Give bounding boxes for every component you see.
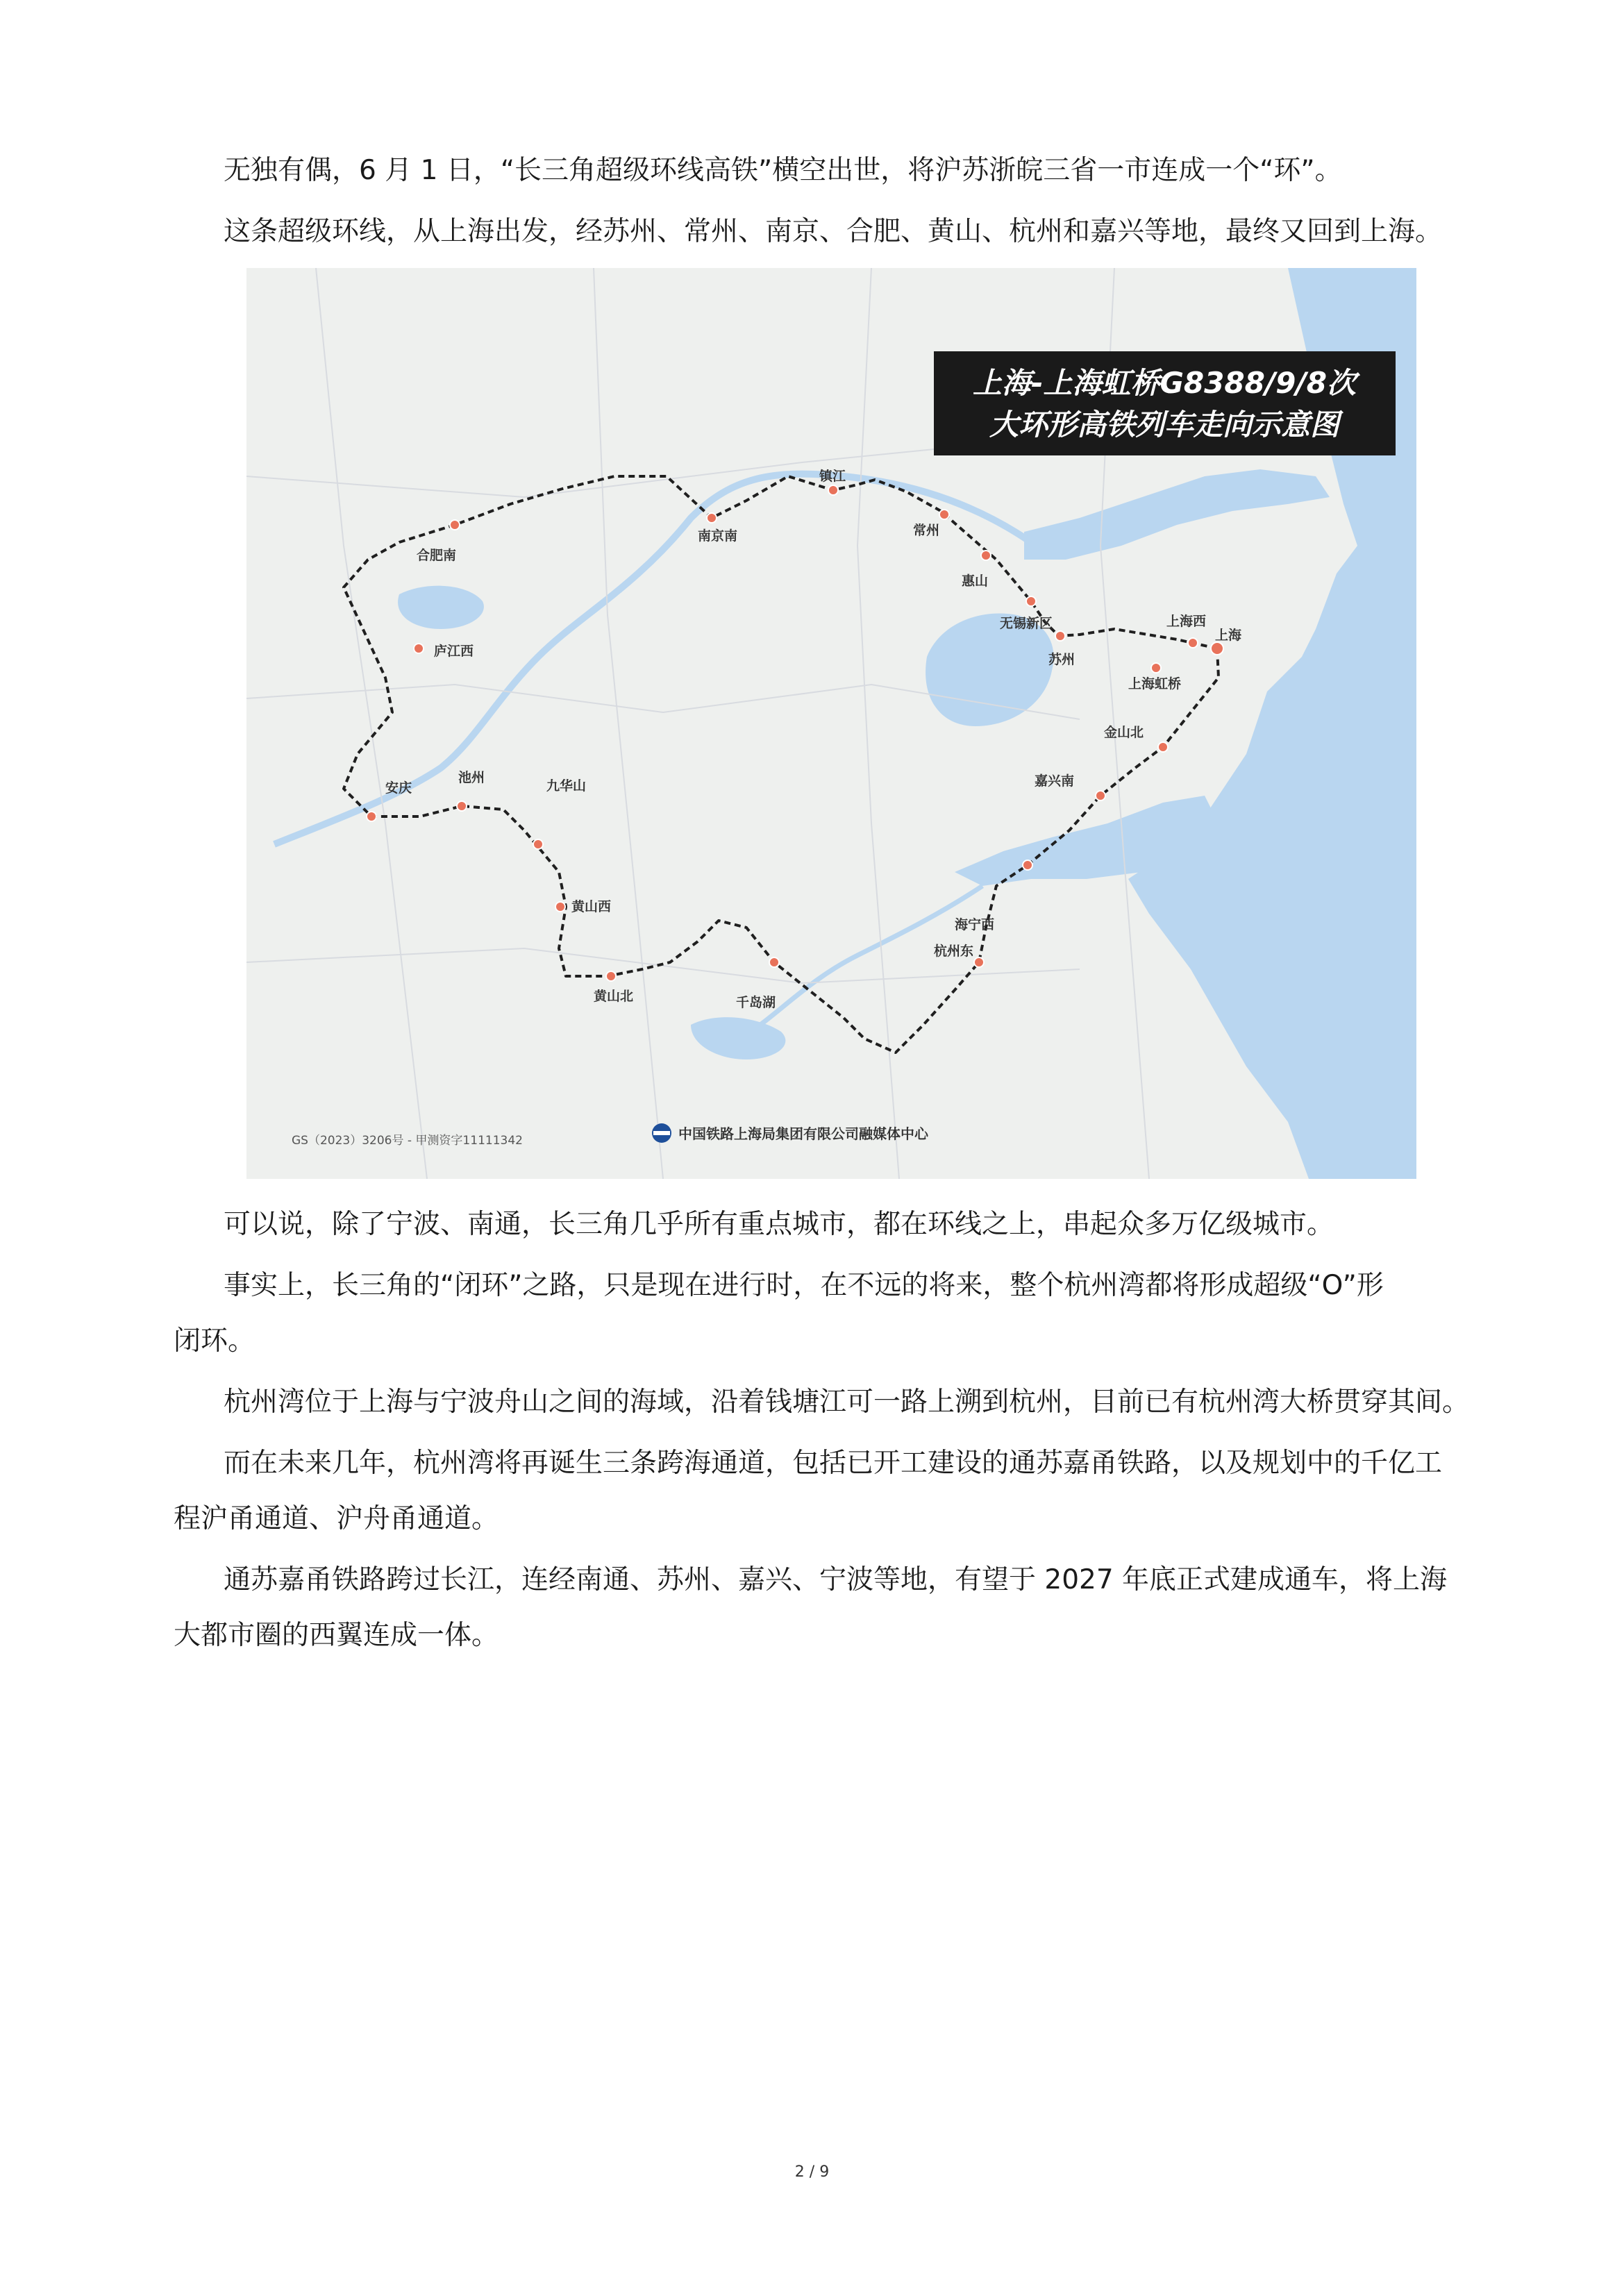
publisher-logo-icon xyxy=(652,1123,671,1143)
paragraph-4-line-1: 事实上，长三角的“闭环”之路，只是现在进行时，在不远的将来，整个杭州湾都将形成超级“O”形 xyxy=(224,1270,1384,1301)
station-dot-anqing xyxy=(367,812,376,821)
station-label-shanghaixi: 上海西 xyxy=(1166,614,1207,629)
station-dot-hongqiao xyxy=(1151,663,1161,673)
map-approval-number: GS（2023）3206号 - 甲测资字11111342 xyxy=(292,1134,523,1148)
station-label-lujiangxi: 庐江西 xyxy=(434,644,474,659)
station-label-zhenjiang: 镇江 xyxy=(819,469,846,484)
station-dot-hangzhoudong xyxy=(974,957,984,967)
station-label-jiuhuashan: 九华山 xyxy=(546,778,587,794)
station-label-huishan: 惠山 xyxy=(962,573,989,589)
station-label-wuxixinqu: 无锡新区 xyxy=(1000,616,1053,631)
paragraph-6-line-2: 程沪甬通道、沪舟甬通道。 xyxy=(174,1503,499,1534)
station-label-hainingxi: 海宁西 xyxy=(955,917,995,932)
station-label-huangshanxi: 黄山西 xyxy=(571,899,612,914)
paragraph-2: 这条超级环线，从上海出发，经苏州、常州、南京、合肥、黄山、杭州和嘉兴等地，最终又回到上海。 xyxy=(224,216,1443,247)
paragraph-1: 无独有偶，6 月 1 日，“长三角超级环线高铁”横空出世，将沪苏浙皖三省一市连成一个“环”。 xyxy=(224,155,1342,186)
station-label-chizhou: 池州 xyxy=(458,770,485,785)
station-label-jiaxingnan: 嘉兴南 xyxy=(1035,773,1075,789)
station-label-qiandaohu: 千岛湖 xyxy=(736,995,776,1010)
paragraph-5: 杭州湾位于上海与宁波舟山之间的海域，沿着钱塘江可一路上溯到杭州，目前已有杭州湾大桥贯穿其间。 xyxy=(224,1386,1470,1418)
station-label-nanjingnan: 南京南 xyxy=(698,528,738,544)
station-dot-hainingxi xyxy=(1023,860,1032,870)
station-dot-jinshanbei xyxy=(1158,742,1168,752)
station-dot-changzhou xyxy=(939,510,949,519)
station-dot-jiaxingnan xyxy=(1096,791,1105,801)
station-dot-wuxixinqu xyxy=(1026,596,1036,606)
station-label-changzhou: 常州 xyxy=(913,523,940,538)
map-title-line-1: 上海-上海虹桥G8388/9/8次 xyxy=(973,366,1356,400)
station-dot-nanjingnan xyxy=(707,513,717,523)
map-title-line-2: 大环形高铁列车走向示意图 xyxy=(989,408,1340,442)
station-dot-zhenjiang xyxy=(828,485,838,495)
paragraph-3: 可以说，除了宁波、南通，长三角几乎所有重点城市，都在环线之上，串起众多万亿级城市。 xyxy=(224,1209,1334,1240)
station-dot-huangshanxi xyxy=(555,902,565,912)
station-dot-shanghaixi xyxy=(1188,638,1198,648)
route-map xyxy=(246,268,1416,1179)
paragraph-6-line-1: 而在未来几年，杭州湾将再诞生三条跨海通道，包括已开工建设的通苏嘉甬铁路，以及规划中的千亿工 xyxy=(224,1448,1443,1479)
paragraph-4-line-2: 闭环。 xyxy=(174,1325,256,1357)
station-dot-chizhou xyxy=(457,801,467,811)
station-dot-hefeinan xyxy=(450,520,460,530)
station-dot-qiandaohu xyxy=(769,957,779,967)
paragraph-7-line-2: 大都市圈的西翼连成一体。 xyxy=(174,1620,499,1651)
station-dot-jiuhuashan xyxy=(533,839,543,849)
paragraph-7-line-1: 通苏嘉甬铁路跨过长江，连经南通、苏州、嘉兴、宁波等地，有望于 2027 年底正式建成通车，将上海 xyxy=(224,1564,1448,1595)
station-label-shanghai: 上海 xyxy=(1215,628,1242,643)
station-dot-suzhou xyxy=(1055,631,1065,641)
station-dot-lujiangxi xyxy=(414,644,424,653)
station-dot-shanghai xyxy=(1211,642,1223,655)
station-dot-huishan xyxy=(981,551,991,560)
station-label-jinshanbei: 金山北 xyxy=(1104,725,1144,740)
station-label-suzhou: 苏州 xyxy=(1048,652,1075,667)
station-dot-huangshanbei xyxy=(606,971,616,981)
station-label-huangshanbei: 黄山北 xyxy=(594,989,634,1004)
station-label-anqing: 安庆 xyxy=(385,780,412,796)
station-label-hangzhoudong: 杭州东 xyxy=(934,944,974,959)
page-indicator: 2 / 9 xyxy=(794,2163,830,2181)
station-label-hefeinan: 合肥南 xyxy=(417,548,457,563)
map-publisher: 中国铁路上海局集团有限公司融媒体中心 xyxy=(678,1125,928,1142)
station-label-hongqiao: 上海虹桥 xyxy=(1128,676,1182,692)
